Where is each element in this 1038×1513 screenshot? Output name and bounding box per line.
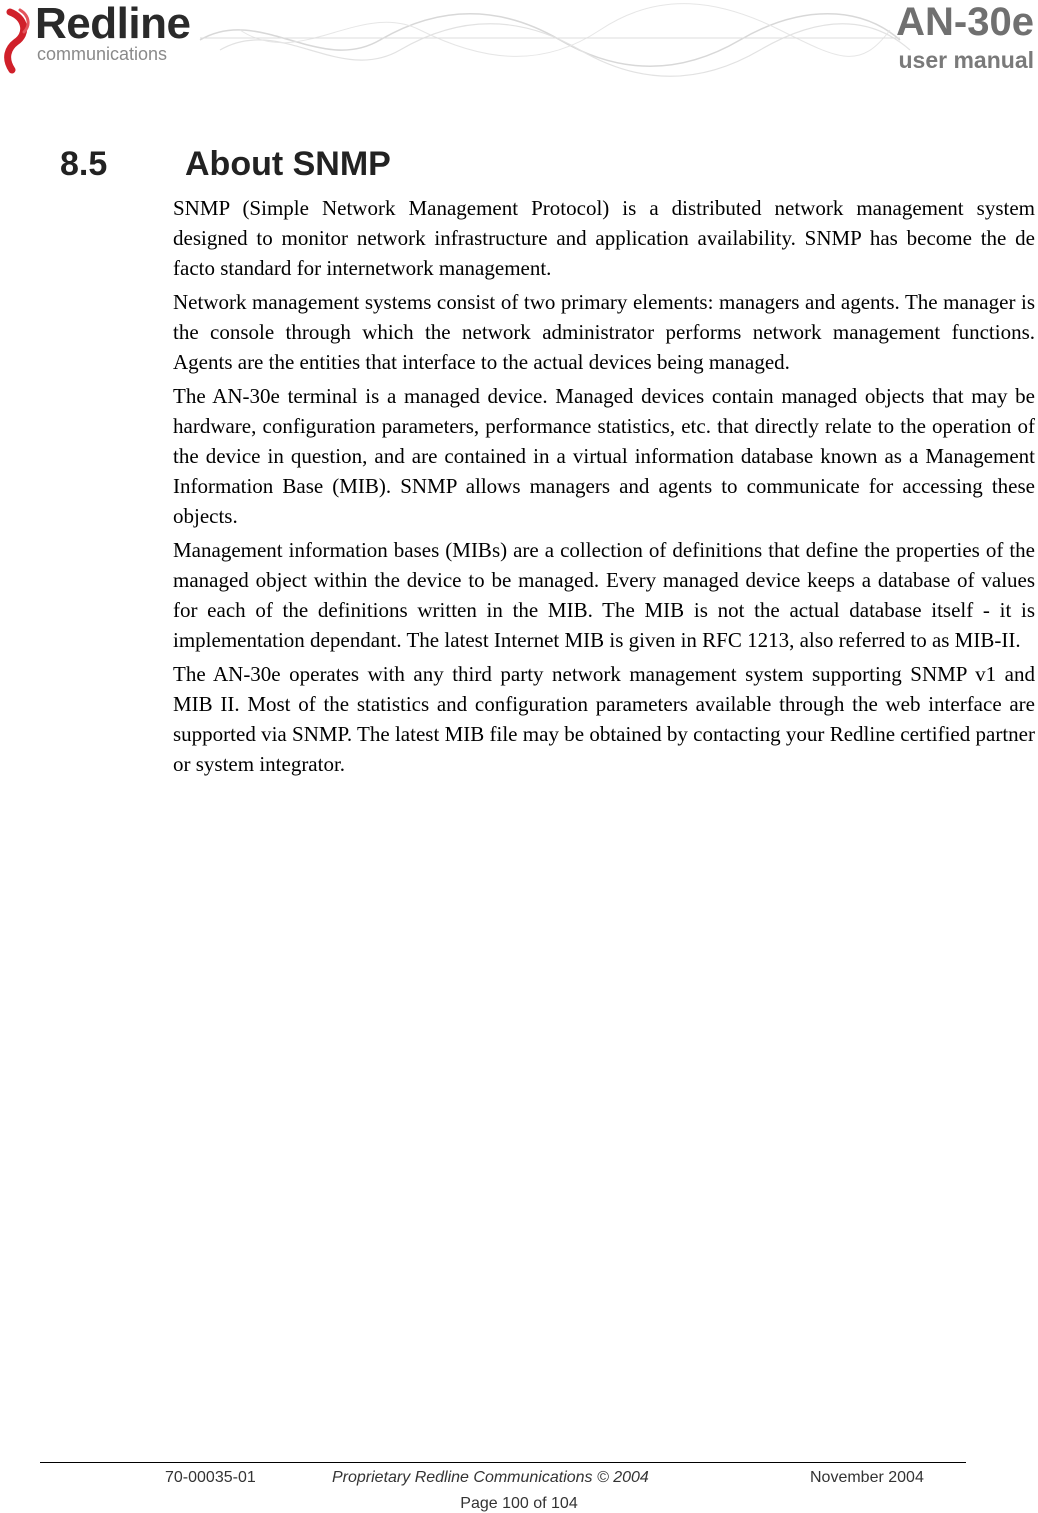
page-number: Page 100 of 104	[460, 1495, 578, 1512]
section-heading	[60, 145, 391, 184]
section-title: About SNMP	[185, 145, 391, 183]
logo-wordmark: Redline	[35, 0, 191, 48]
product-name: AN-30e	[896, 0, 1034, 44]
footer-divider	[40, 1462, 966, 1463]
redline-logo-icon	[0, 8, 34, 74]
paragraph: The AN-30e operates with any third party network management system supporting SNMP v1 and MIB II. Most of the statistics and configuration parameters available through the web interface are supported via SNMP. The latest MIB file may be obtained by contacting your Redline certified partner or system integrator.	[173, 662, 1035, 776]
page-header	[0, 0, 1038, 100]
document-type: user manual	[898, 47, 1034, 73]
publication-date: November 2004	[810, 1469, 924, 1486]
section-number: 8.5	[60, 145, 108, 183]
copyright-notice: Proprietary Redline Communications © 2004	[332, 1469, 649, 1486]
paragraph: Network management systems consist of two primary elements: managers and agents. The manager is the console through which the network administrator performs network management functions. Agents are the entities that interface to the actual devices being managed.	[173, 290, 1035, 374]
document-number: 70-00035-01	[165, 1469, 256, 1486]
paragraph: The AN-30e terminal is a managed device. Managed devices contain managed objects that may be hardware, configuration parameters, performance statistics, etc. that directly relate to the operation of the device in question, and are contained in a virtual information database known as a Management Information Base (MIB). SNMP allows managers and agents to communicate for accessing these objects.	[173, 384, 1035, 528]
paragraph: Management information bases (MIBs) are a collection of definitions that define the properties of the managed object within the device to be managed. Every managed device keeps a database of values for each of the definitions written in the MIB. The MIB is not the actual database itself - it is implementation dependant. The latest Internet MIB is given in RFC 1213, also referred to as MIB-II.	[173, 538, 1035, 652]
logo-subtitle: communications	[37, 44, 168, 64]
paragraph: SNMP (Simple Network Management Protocol) is a distributed network management system designed to monitor network infrastructure and application availability. SNMP has become the de facto standard for internetwork management.	[173, 196, 1035, 280]
page-footer	[0, 1469, 1038, 1489]
section-body	[173, 193, 1035, 783]
